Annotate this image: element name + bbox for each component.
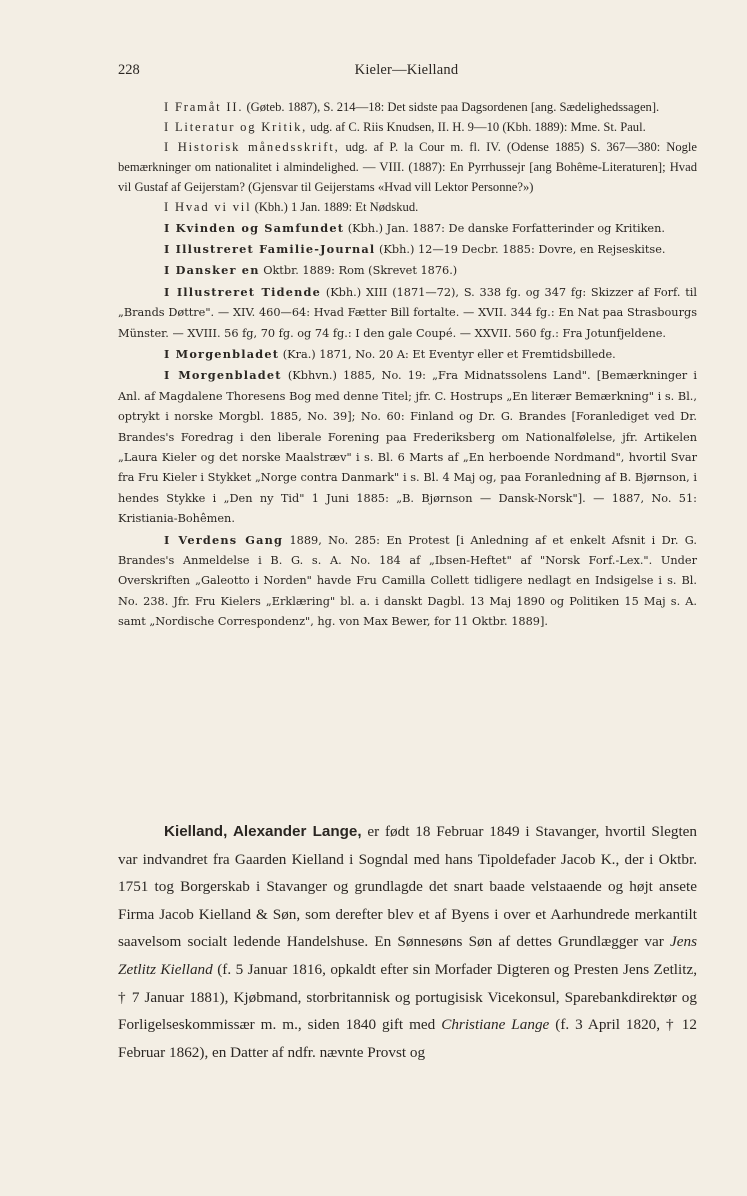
bib-text: udg. af P. la Cour m. fl. IV. (Odense 1885) S. 367—380: Nogle bemærkninger om nationalitet i almindelighed. — VIII. (1887): En Pyrrhussejr [ang Bohême-Literaturen]; Hvad vil Gustaf af Geijerstam? (Gjensvar til Geijerstams «Hvad vill Lektor Personne?») [118,140,698,195]
bib-entry [118,97,697,117]
bib-entry [118,344,697,365]
biography-text: (f. 3 April 1820, † 12 Februar 1862), en Datter af ndfr. nævnte Provst og [118,1016,697,1061]
bib-entry [118,365,697,529]
bib-source: I Illustreret Tidende [164,284,322,299]
bibliography-list [118,97,697,633]
bib-text: udg. af C. Riis Knudsen, II. H. 9—10 (Kbh. 1889): Mme. St. Paul. [307,120,646,135]
bib-entry [118,239,697,260]
bib-source: I Literatur og Kritik, [164,120,308,135]
bib-entry [118,530,697,633]
bib-source: I Verdens Gang [164,532,284,547]
biography-text: (f. 5 Januar 1816, opkaldt efter sin Morfader Digteren og Presten Jens Zetlitz, † 7 Januar 1881), Kjøbmand, storbritannisk og portugisisk Vicekonsul, Sparebankdirektør og Forligelseskommissær m. m., siden 1840 gift med [118,960,697,1034]
page-header [118,62,695,84]
bib-entry [118,197,697,217]
page-number: 228 [118,62,140,78]
bib-entry [118,117,697,137]
bib-source: I Dansker en [164,263,260,278]
bib-source: I Historisk månedsskrift, [164,140,340,155]
biography-italic-name: Jens Zetlitz Kielland [118,933,697,978]
bib-text: (Gøteb. 1887), S. 214—18: Det sidste paa Dagsordenen [ang. Sædelighedssagen]. [243,100,660,114]
running-title: Kieler—Kielland [354,62,459,78]
bib-source: I Morgenbladet [164,368,282,383]
bib-source: I Kvinden og Samfundet [164,220,345,235]
bib-text: (Kra.) 1871, No. 20 A: Et Eventyr eller et Fremtidsbillede. [279,348,616,361]
bib-source: I Morgenbladet [164,347,280,361]
bib-text: (Kbhvn.) 1885, No. 19: „Fra Midnatssolens Land". [Bemærkninger i Anl. af Magdalene Thoresens Bog med denne Titel; jfr. C. Hostrups „En literær Bemærkning" i s. Bl., optrykt i norske Morgbl. 1885, No. 39]; No. 60: Finland og Dr. G. Brandes [Foranlediget ved Dr. Brandes's Foredrag i den liberale Forening paa Frederiksberg om Nationalfølelse, jfr. Artikelen „Laura Kieler og det norske Maalstræv" i s. Bl. 6 Marts af „En herboende Nordmand", hvortil Svar fra Fru Kieler i Stykket „Norge contra Danmark" i s. Bl. 4 Maj og, paa Foranledning af B. Bjørnson, i hendes Stykke i „Den ny Tid" 1 Juni 1885: „B. Bjørnson — Dansk-Norsk"]. — 1887, No. 51: Kristiania-Bohêmen. [118,369,697,526]
bib-text: (Kbh.) 12—19 Decbr. 1885: Dovre, en Rejseskitse. [375,242,666,256]
bib-text: (Kbh.) 1 Jan. 1889: Et Nødskud. [251,200,419,215]
bib-source: I Illustreret Familie-Journal [164,241,376,256]
bib-text: 1889, No. 285: En Protest [i Anledning af et enkelt Afsnit i Dr. G. Brandes's Anmeldelse i B. G. s. A. No. 184 af „Ibsen-Heftet" af "Norsk Forf.-Lex.". Under Overskriften „Galeotto i Norden" havde Fru Camilla Collett tidligere nedlagt en Indsigelse i s. Bl. No. 238. Jfr. Fru Kielers „Erklæring" bl. a. i danskt Dagbl. 13 Maj 1890 og Politiken 15 Maj s. A. samt „Nordische Correspondenz", hg. von Max Bewer, for 11 Oktbr. 1889]. [118,533,697,629]
biography-paragraph [118,818,697,1066]
biography-text: er født 18 Februar 1849 i Stavanger, hvortil Slegten var indvandret fra Gaarden Kielland i Sogndal med hans Tipoldefader Jacob K., der i Oktbr. 1751 tog Borgerskab i Stavanger og grundlagde det snart baade velstaaende og højt ansete Firma Jacob Kielland & Søn, som derefter blev et af Byens i over et Aarhundrede merkantilt saavelsom socialt ledende Handelshuse. En Sønnesøns Søn af dettes Grundlægger var [118,823,697,951]
biography-italic-name: Christiane Lange [441,1016,550,1034]
bib-text: (Kbh.) XIII (1871—72), S. 338 fg. og 347 fg: Skizzer af Forf. til „Brands Døttre". — XIV. 460—64: Hvad Fætter Bill fortalte. — XVII. 344 fg.: En Nat paa Strasbourgs Münster. — XVIII. 56 fg, 70 fg. og 74 fg.: I den gale Coupé. — XXVII. 560 fg.: Fra Jotunfjeldene. [118,285,697,340]
biography-name: Kielland, Alexander Lange, [164,823,362,840]
bib-entry [118,282,697,344]
bib-entry [118,137,697,197]
bib-entry [118,218,697,239]
bib-source: I Framåt II. [164,100,244,114]
bib-text: (Kbh.) Jan. 1887: De danske Forfatterinder og Kritiken. [344,221,665,235]
bib-source: I Hvad vi vil [164,200,252,215]
bib-entry [118,260,697,281]
bib-text: Oktbr. 1889: Rom (Skrevet 1876.) [259,264,458,278]
